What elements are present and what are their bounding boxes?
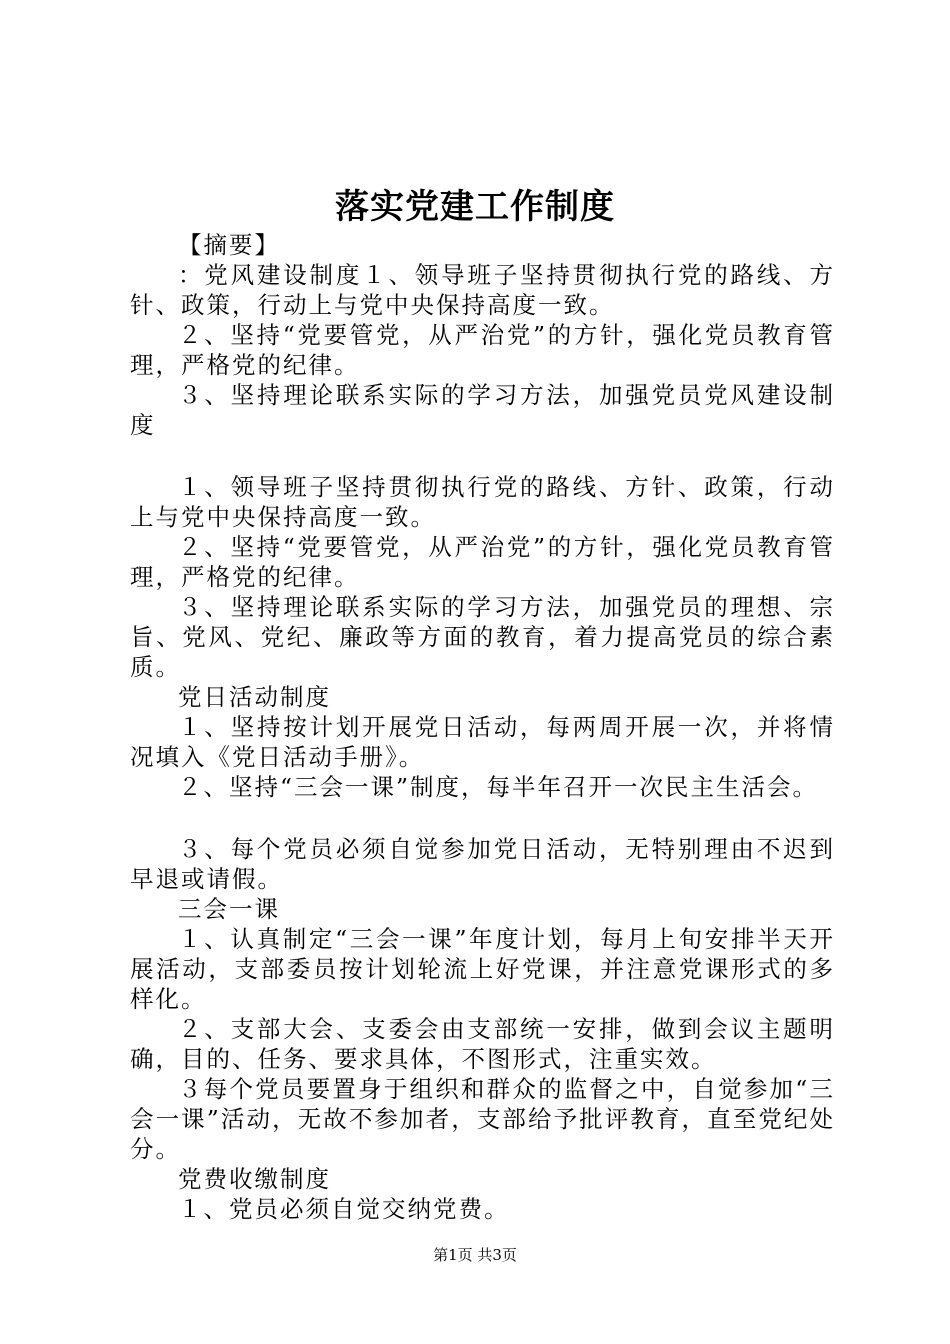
section-heading: 三会一课 — [178, 895, 280, 923]
paragraph: １、认真制定“三会一课”年度计划，每月上旬安排半天开展活动，支部委员按计划轮流上好党课，并注意党课形式的多样化。 — [130, 925, 835, 1013]
page-footer: 第1页 共3页 — [433, 1246, 517, 1264]
paragraph: ２、坚持“党要管党，从严治党”的方针，强化党员教育管理，严格党的纪律。 — [130, 321, 835, 379]
paragraph: ３、坚持理论联系实际的学习方法，加强党员党风建设制度 — [130, 381, 835, 439]
paragraph: ２、坚持“三会一课”制度，每半年召开一次民主生活会。 — [178, 773, 819, 801]
document-title: 落实党建工作制度 — [335, 187, 615, 227]
paragraph: ３每个党员要置身于组织和群众的监督之中，自觉参加“三会一课”活动，无故不参加者，支部给予批评教育，直至党纪处分。 — [130, 1075, 835, 1163]
paragraph: １、坚持按计划开展党日活动，每两周开展一次，并将情况填入《党日活动手册》。 — [130, 713, 835, 771]
paragraph: １、党员必须自觉交纳党费。 — [178, 1195, 510, 1223]
abstract-label: 【摘要】 — [178, 231, 280, 259]
blank-line — [130, 802, 835, 834]
paragraph: ２、支部大会、支委会由支部统一安排，做到会议主题明确，目的、任务、要求具体，不图形式，注重实效。 — [130, 1015, 835, 1073]
blank-line — [130, 440, 835, 472]
paragraph: ２、坚持“党要管党，从严治党”的方针，强化党员教育管理，严格党的纪律。 — [130, 533, 835, 591]
paragraph: ：党风建设制度１、领导班子坚持贯彻执行党的路线、方针、政策，行动上与党中央保持高度一致。 — [130, 261, 835, 319]
section-heading: 党日活动制度 — [178, 683, 331, 711]
paragraph: １、领导班子坚持贯彻执行党的路线、方针、政策，行动上与党中央保持高度一致。 — [130, 473, 835, 531]
document-body — [130, 230, 835, 1224]
section-heading: 党费收缴制度 — [178, 1165, 331, 1193]
paragraph: ３、坚持理论联系实际的学习方法，加强党员的理想、宗旨、党风、党纪、廉政等方面的教育，着力提高党员的综合素质。 — [130, 593, 835, 681]
paragraph: ３、每个党员必须自觉参加党日活动，无特别理由不迟到早退或请假。 — [130, 835, 835, 893]
